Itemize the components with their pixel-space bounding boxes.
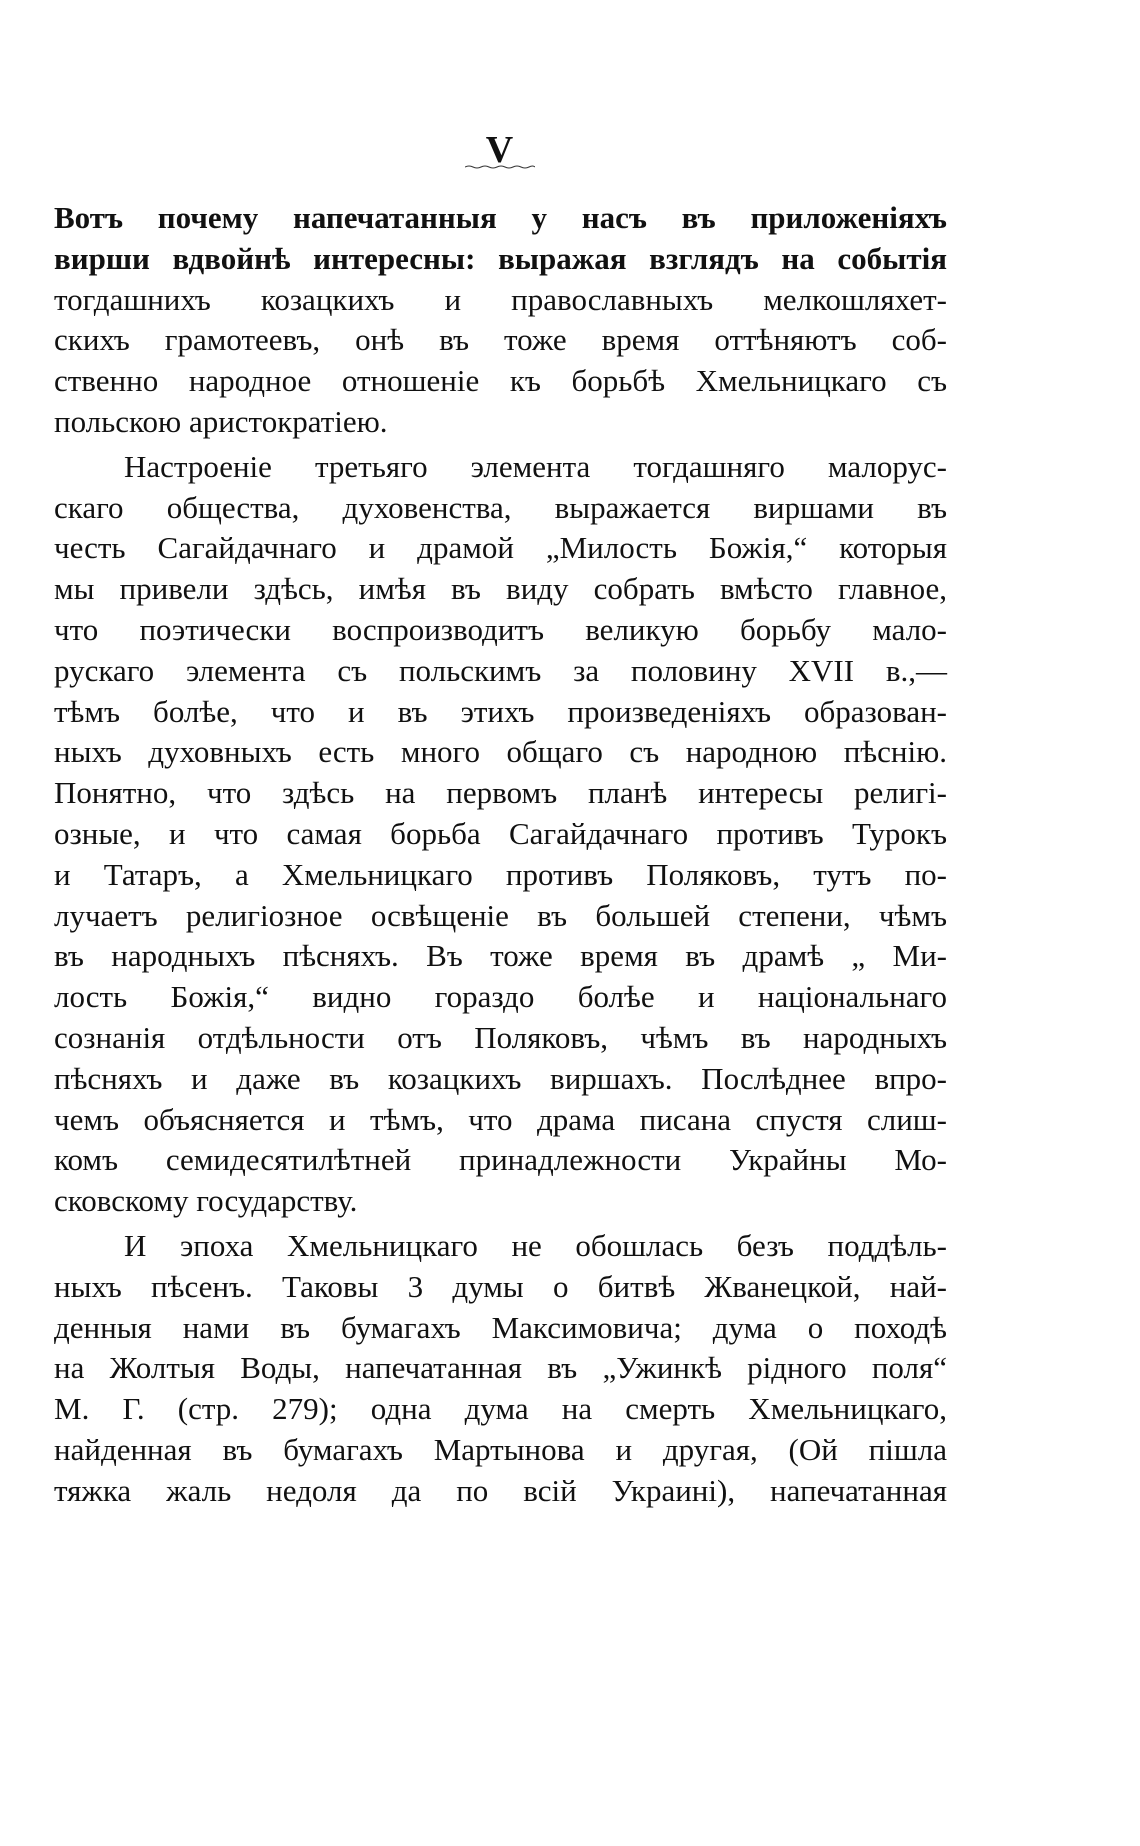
text-line: сковскому государству. bbox=[54, 1183, 358, 1219]
text-line: озные, и что самая борьба Сагайдачнаго противъ Турокъ bbox=[54, 815, 947, 851]
text-line: и Татаръ, а Хмельницкаго противъ Поляковъ, тутъ по- bbox=[54, 856, 947, 892]
text-line: Вотъ почему напечатанныя у насъ въ приложеніяхъ bbox=[54, 200, 947, 235]
page-number: V bbox=[485, 129, 515, 171]
text-line: сознанія отдѣльности отъ Поляковъ, чѣмъ въ народныхъ bbox=[54, 1019, 947, 1055]
text-line: скихъ грамотеевъ, онѣ въ тоже время оттѣняютъ соб- bbox=[54, 322, 947, 358]
text-line: тяжка жаль недоля да по всій Украині), напечатанная bbox=[54, 1472, 947, 1508]
text-line: найденная въ бумагахъ Мартынова и другая, (Ой пішла bbox=[54, 1431, 947, 1467]
text-line: тогдашнихъ козацкихъ и православныхъ мелкошляхет- bbox=[54, 281, 947, 317]
text-line: на Жолтыя Воды, напечатанная въ „Ужинкѣ рідного поля“ bbox=[54, 1350, 947, 1386]
text-line: Понятно, что здѣсь на первомъ планѣ интересы религі- bbox=[54, 775, 947, 811]
text-line: денныя нами въ бумагахъ Максимовича; дума о походѣ bbox=[54, 1309, 947, 1345]
text-line: пѣсняхъ и даже въ козацкихъ виршахъ. Послѣднее впро- bbox=[54, 1060, 947, 1096]
text-line: лучаетъ религіозное освѣщеніе въ большей степени, чѣмъ bbox=[54, 897, 947, 933]
text-line: мы привели здѣсь, имѣя въ виду собрать вмѣсто главное, bbox=[54, 571, 947, 607]
text-line: въ народныхъ пѣсняхъ. Въ тоже время въ драмѣ „ Ми- bbox=[54, 938, 947, 974]
text-line: ственно народное отношеніе къ борьбѣ Хмельницкаго съ bbox=[54, 363, 947, 399]
text-line: рускаго элемента съ польскимъ за половину XVII в.,— bbox=[54, 652, 947, 688]
text-line: что поэтически воспроизводитъ великую борьбу мало- bbox=[54, 611, 947, 647]
paragraph bbox=[54, 198, 947, 443]
text-line: лость Божія,“ видно гораздо болѣе и національнаго bbox=[54, 979, 947, 1015]
body-text bbox=[54, 198, 947, 1512]
text-line: польскою аристократіею. bbox=[54, 403, 388, 439]
text-line: честь Сагайдачнаго и драмой „Милость Божія,“ которыя bbox=[54, 530, 947, 566]
text-line: вирши вдвойнѣ интересны: выражая взглядъ на событія bbox=[54, 240, 947, 276]
page-number-ornament bbox=[465, 165, 535, 169]
text-line: чемъ объясняется и тѣмъ, что драма писана спустя слиш- bbox=[54, 1101, 947, 1137]
text-line: ныхъ пѣсенъ. Таковы 3 думы о битвѣ Жванецкой, най- bbox=[54, 1268, 947, 1304]
text-line: Настроеніе третьяго элемента тогдашняго малорус- bbox=[124, 448, 947, 484]
text-line: И эпоха Хмельницкаго не обошлась безъ поддѣль- bbox=[124, 1227, 947, 1263]
text-line: М. Г. (стр. 279); одна дума на смерть Хмельницкаго, bbox=[54, 1391, 947, 1427]
text-line: тѣмъ болѣе, что и въ этихъ произведеніяхъ образован- bbox=[54, 693, 947, 729]
paragraph bbox=[54, 1226, 947, 1512]
paragraph bbox=[54, 447, 947, 1222]
text-line: скаго общества, духовенства, выражается виршами въ bbox=[54, 489, 947, 525]
text-line: ныхъ духовныхъ есть много общаго съ народною пѣснію. bbox=[54, 734, 947, 770]
text-line: комъ семидесятилѣтней принадлежности Украйны Мо- bbox=[54, 1142, 947, 1178]
